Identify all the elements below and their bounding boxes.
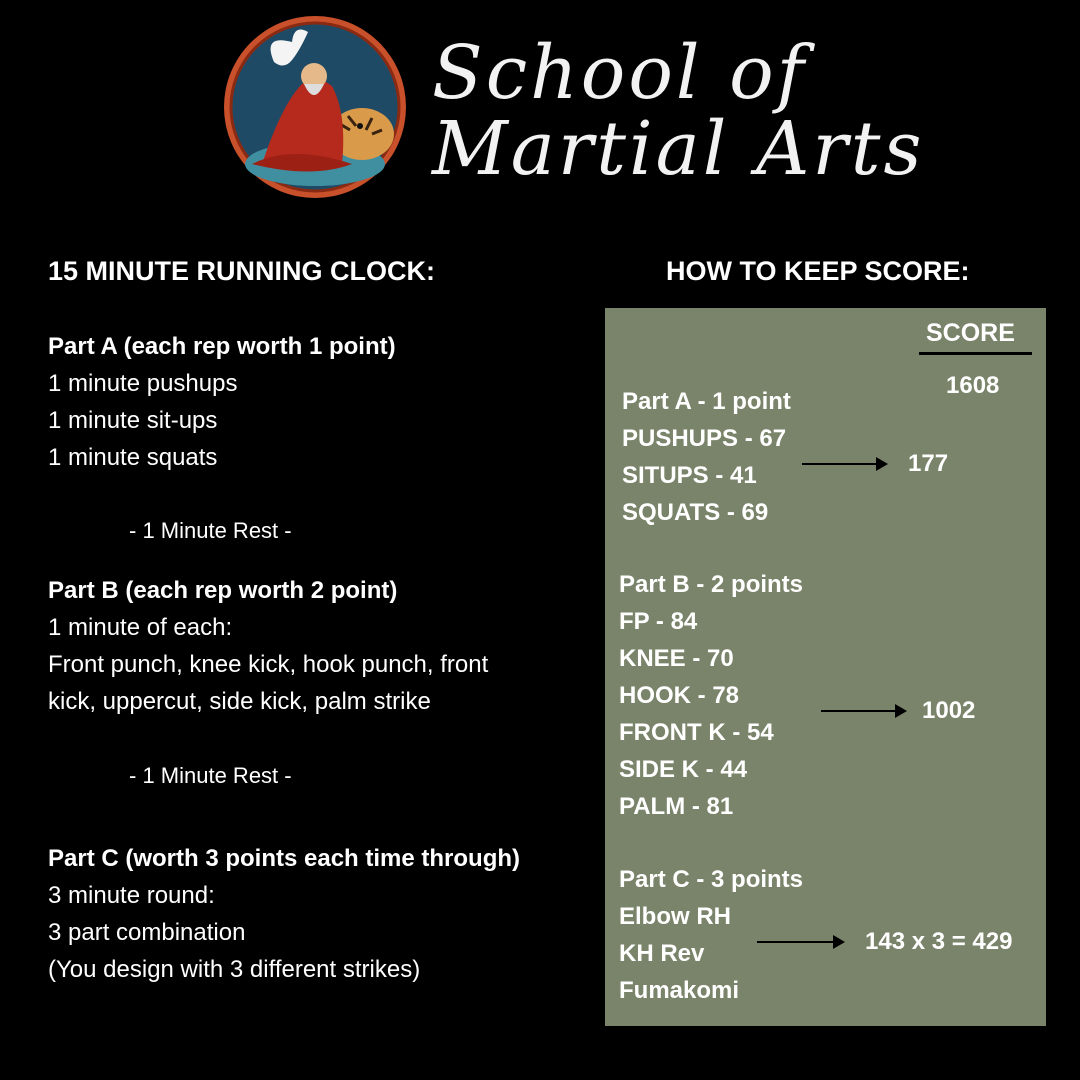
score-part-a-line: SQUATS - 69: [622, 499, 769, 526]
part-b-line: kick, uppercut, side kick, palm strike: [48, 688, 431, 715]
score-panel: [605, 308, 1046, 1026]
score-part-b-line: KNEE - 70: [619, 645, 734, 672]
score-part-b-title: Part B - 2 points: [619, 571, 804, 598]
part-a-line: 1 minute sit-ups: [48, 407, 218, 434]
school-title-line1: School of: [432, 30, 808, 116]
score-part-c-line: Fumakomi: [619, 977, 740, 1004]
part-c-line: 3 part combination: [48, 919, 246, 946]
school-title-line2: Martial Arts: [432, 106, 925, 192]
part-c-title: Part C (worth 3 points each time through): [48, 845, 521, 872]
part-b-total: 1002: [922, 697, 976, 724]
part-c-line: 3 minute round:: [48, 882, 215, 909]
part-a-total: 177: [908, 450, 949, 477]
clock-heading: 15 MINUTE RUNNING CLOCK:: [48, 256, 436, 286]
part-c-line: (You design with 3 different strikes): [48, 956, 421, 983]
score-total: 1608: [946, 372, 1000, 399]
score-part-c: [619, 861, 803, 1009]
monk-tiger-emblem-icon: [222, 14, 408, 200]
arrow-icon: [821, 710, 905, 712]
arrow-icon: [757, 941, 843, 943]
score-underline: [919, 352, 1032, 355]
part-c-section: [48, 840, 520, 988]
rest-label-2: - 1 Minute Rest -: [129, 763, 292, 788]
part-a-section: [48, 328, 396, 476]
part-a-line: 1 minute squats: [48, 444, 218, 471]
part-b-line: Front punch, knee kick, hook punch, front: [48, 651, 489, 678]
score-part-c-line: KH Rev: [619, 940, 705, 967]
score-part-b-line: FRONT K - 54: [619, 719, 774, 746]
score-part-b-line: FP - 84: [619, 608, 698, 635]
score-part-b-line: SIDE K - 44: [619, 756, 748, 783]
score-part-b-line: HOOK - 78: [619, 682, 740, 709]
part-b-title: Part B (each rep worth 2 point): [48, 577, 398, 604]
part-c-total: 143 x 3 = 429: [865, 928, 1013, 955]
part-a-line: 1 minute pushups: [48, 370, 238, 397]
arrow-icon: [802, 463, 886, 465]
score-part-b: [619, 566, 803, 825]
score-part-c-title: Part C - 3 points: [619, 866, 804, 893]
score-part-b-line: PALM - 81: [619, 793, 734, 820]
part-b-line: 1 minute of each:: [48, 614, 233, 641]
score-part-a: [622, 383, 791, 531]
score-part-a-line: SITUPS - 41: [622, 462, 757, 489]
score-part-a-title: Part A - 1 point: [622, 388, 791, 415]
part-a-title: Part A (each rep worth 1 point): [48, 333, 396, 360]
rest-label-1: - 1 Minute Rest -: [129, 518, 292, 543]
score-label: SCORE: [926, 319, 1015, 347]
logo-emblem: [222, 14, 408, 200]
part-b-section: [48, 572, 488, 720]
score-heading: HOW TO KEEP SCORE:: [666, 256, 970, 286]
score-part-c-line: Elbow RH: [619, 903, 731, 930]
score-part-a-line: PUSHUPS - 67: [622, 425, 787, 452]
